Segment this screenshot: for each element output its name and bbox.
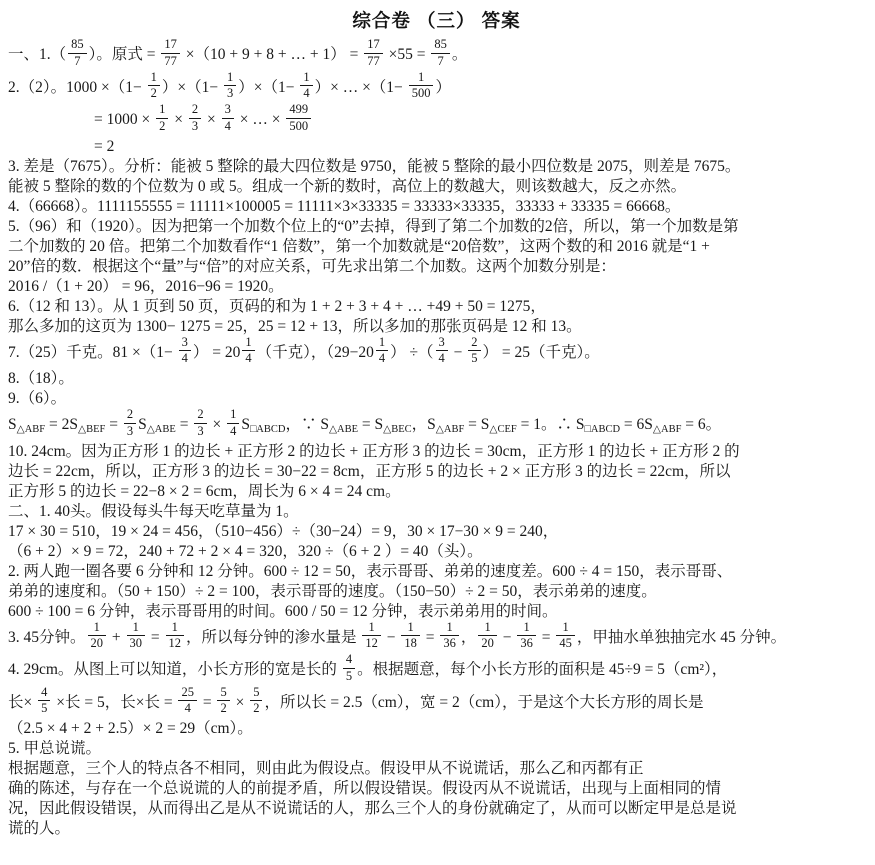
text-line: 9.（6）。 — [8, 390, 67, 407]
fraction: $\frac{5}{2}$ — [217, 686, 229, 717]
text-line: 10. 24cm。因为正方形 1 的边长 + 正方形 2 的边长 + 正方形 3 的边长 = 30cm，正方形 1 的边长 + 正方形 2 的 — [8, 442, 740, 460]
fraction: $\frac{25}{4}$ — [178, 686, 197, 717]
fraction: $\frac{3}{4}$ — [222, 103, 234, 134]
fraction: $\frac{85}{7}$ — [68, 38, 87, 69]
subscript-label: △BEC — [383, 423, 412, 435]
subscript-label: □ABCD — [584, 423, 621, 435]
text-line: 20”倍的数．根据这个“量”与“倍”的对应关系，可先求出第二个加数。这两个加数分别是： — [8, 257, 616, 275]
text-line: $S_{\triangle ABF} = 2S_{\triangle BEF}$ = $\frac{2}{3}$ $S_{\triangle ABE}$ = $\frac{2}{3}$ × $\frac{1}{4}$ $S_{□ABCD}$，∵ $S_{\triangle ABE} = S_{\triangle BEC}$，$S_{\triangle ABF} = S_{\triangle CEF} = 1$。∴ $S_{□ABCD} = 6S_{\triangle ABF} = 6$。 — [8, 407, 722, 438]
fraction: $\frac{2}{3}$ — [189, 103, 201, 134]
fraction: $\frac{17}{77}$ — [364, 38, 383, 69]
fraction: $\frac{2}{3}$ — [124, 408, 136, 439]
text-line: 6.（12 和 13）。从 1 页到 50 页，页码的和为 1 + 2 + 3 + 4 + … +49 + 50 = 1275， — [8, 297, 546, 315]
subscript-label: △ABF — [16, 423, 46, 435]
fraction: $\frac{4}{5}$ — [38, 686, 50, 717]
fraction: $\frac{1}{30}$ — [127, 621, 146, 652]
fraction: $\frac{3}{4}$ — [179, 336, 191, 367]
fraction: $\frac{1}{3}$ — [224, 71, 236, 102]
text-line: 二、1. 40头。假设每头牛每天吃草量为 1。 — [8, 502, 299, 520]
fraction: $\frac{1}{4}$ — [376, 336, 388, 367]
fraction: $\frac{1}{36}$ — [517, 621, 536, 652]
subscript-label: △ABF — [435, 423, 465, 435]
fraction: $\frac{499}{500}$ — [286, 103, 311, 134]
text-line: 3. 差是（7675）。分析：能被 5 整除的最大四位数是 9750，能被 5 整除的最小四位数是 2075，则差是 7675。 — [8, 157, 741, 175]
document-lines — [8, 39, 865, 839]
text-line: = 2 — [94, 137, 115, 155]
fraction: $\frac{17}{77}$ — [161, 38, 180, 69]
text-line: 况，因此假设错误，从而得出乙是从不说谎话的人，那么三个人的身份就确定了，从而可以断定甲是总是说 — [8, 800, 737, 817]
fraction: $\frac{5}{2}$ — [250, 686, 262, 717]
fraction: $\frac{1}{18}$ — [401, 621, 420, 652]
fraction: $\frac{3}{4}$ — [436, 336, 448, 367]
text-line: 2.（2）。1000 ×（1− $\frac{1}{2}$ ）×（1− $\frac{1}{3}$ ）×（1− $\frac{1}{4}$ ）× … ×（1− $\frac{1}{500}$ ） — [8, 69, 451, 101]
text-line: 边长 = 22cm，所以，正方形 3 的边长 = 30−22 = 8cm，正方形 5 的边长 + 2 × 正方形 3 的边长 = 22cm，所以 — [8, 462, 731, 480]
text-line: 二个加数的 20 倍。把第二个加数看作“1 倍数”，第一个加数就是“20倍数”，这两个数的和 2016 就是“1 + — [8, 237, 710, 255]
text-line: 5. 甲总说谎。 — [8, 740, 102, 757]
fraction: $\frac{1}{12}$ — [166, 621, 185, 652]
text-line: 那么多加的这页为 1300− 1275 = 25，25 = 12 + 13，所以多加的那张页码是 12 和 13。 — [8, 317, 582, 335]
fraction: $\frac{1}{12}$ — [362, 621, 381, 652]
subscript-label: △ABF — [652, 423, 682, 435]
text-line: 7.（25）千克。81 ×（1− $\frac{3}{4}$ ） = 20 $\frac{1}{4}$ （千克），（29−20 $\frac{1}{4}$ ） ÷（ $\frac{3}{4}$ − $\frac{2}{5}$ ） = 25（千克）。 — [8, 334, 600, 366]
text-line: 长× $\frac{4}{5}$ ×长 = 5，长×长 = $\frac{25}{4}$ = $\frac{5}{2}$ × $\frac{5}{2}$ ，所以长 = 2.5（cm），宽 = 2（cm），于是这个大长方形的周长是 — [8, 684, 704, 716]
text-line: 3. 45分钟。 $\frac{1}{20}$ + $\frac{1}{30}$ = $\frac{1}{12}$ ，所以每分钟的渗水量是 $\frac{1}{12}$ − $\frac{1}{18}$ = $\frac{1}{36}$ ， $\frac{1}{20}$ − $\frac{1}{36}$ = $\frac{1}{45}$ ，甲抽水单独抽完水 45 分钟。 — [8, 619, 787, 651]
text-line: 谎的人。 — [8, 820, 71, 837]
fraction: $\frac{4}{5}$ — [343, 653, 355, 684]
text-line: 2. 两人跑一圈各要 6 分钟和 12 分钟。600 ÷ 12 = 50，表示哥哥、弟弟的速度差。600 ÷ 4 = 150，表示哥哥、 — [8, 562, 733, 580]
fraction: $\frac{1}{2}$ — [156, 103, 168, 134]
text-line: 4. 29cm。从图上可以知道，小长方形的宽是长的 $\frac{4}{5}$ 。根据题意，每个小长方形的面积是 45÷9 = 5（cm²）， — [8, 652, 728, 683]
fraction: $\frac{1}{36}$ — [440, 621, 459, 652]
fraction: $\frac{2}{3}$ — [194, 408, 206, 439]
text-line: 一、1.（ $\frac{85}{7}$ ）。原式 = $\frac{17}{77}$ ×（10 + 9 + 8 + … + 1） = $\frac{17}{77}$ ×55 = $\frac{85}{7}$ 。 — [8, 37, 468, 68]
fraction: $\frac{1}{20}$ — [478, 621, 497, 652]
page-title: 综合卷 （三） 答案 — [352, 10, 521, 31]
text-line: 确的陈述，与存在一个总说谎的人的前提矛盾，所以假设错误。假设丙从不说谎话，出现与上面相同的情 — [8, 780, 722, 797]
fraction: $\frac{1}{45}$ — [556, 621, 575, 652]
text-line: 根据题意，三个人的特点各不相同，则由此为假设点。假设甲从不说谎话，那么乙和丙都有正 — [8, 760, 644, 777]
text-line: 正方形 5 的边长 = 22−8 × 2 = 6cm，周长为 6 × 4 = 24 cm。 — [8, 482, 401, 500]
text-line: 2016 /（1 + 20） = 96，2016−96 = 1920。 — [8, 277, 284, 295]
text-line: 能被 5 整除的数的个位数为 0 或 5。组成一个新的数时，高位上的数越大，则该数越大，反之亦然。 — [8, 177, 687, 195]
text-line: 600 ÷ 100 = 6 分钟，表示哥哥用的时间。600 / 50 = 12 分钟，表示弟弟用的时间。 — [8, 602, 558, 620]
fraction: $\frac{1}{20}$ — [88, 621, 107, 652]
subscript-label: △BEF — [78, 423, 106, 435]
fraction: $\frac{1}{500}$ — [409, 71, 434, 102]
fraction: $\frac{1}{4}$ — [242, 336, 254, 367]
text-line: 4.（66668）。1111155555 = 11111×100005 = 11111×3×33335 = 33333×33335，33333 + 33335 = 66668。 — [8, 197, 681, 215]
text-line: （2.5 × 4 + 2 + 2.5）× 2 = 29（cm）。 — [8, 720, 253, 737]
fraction: $\frac{1}{4}$ — [300, 71, 312, 102]
fraction: $\frac{85}{7}$ — [431, 38, 450, 69]
text-line: 弟弟的速度和。（50 + 150）÷ 2 = 100，表示哥哥的速度。（150−50）÷ 2 = 50，表示弟弟的速度。 — [8, 582, 657, 600]
text-line: 8.（18）。 — [8, 370, 74, 387]
fraction: $\frac{1}{2}$ — [148, 71, 160, 102]
subscript-label: □ABCD — [249, 423, 286, 435]
subscript-label: △ABE — [146, 423, 176, 435]
text-line: （6 + 2）× 9 = 72，240 + 72 + 2 × 4 = 320，320 ÷（6 + 2 ）= 40（头）。 — [8, 542, 483, 560]
subscript-label: △ABE — [328, 423, 359, 435]
fraction: $\frac{1}{4}$ — [227, 408, 239, 439]
text-line: 5.（96）和（1920）。因为把第一个加数个位上的“0”去掉，得到了第二个加数的2倍，所以，第一个加数是第 — [8, 217, 739, 235]
text-line: 17 × 30 = 510，19 × 24 = 456，（510−456）÷（30−24）= 9，30 × 17−30 × 9 = 240， — [8, 522, 559, 540]
subscript-label: △CEF — [489, 423, 517, 435]
fraction: $\frac{2}{5}$ — [468, 336, 480, 367]
text-line: = 1000 × $\frac{1}{2}$ × $\frac{2}{3}$ × $\frac{3}{4}$ × … × $\frac{499}{500}$ — [8, 104, 865, 137]
